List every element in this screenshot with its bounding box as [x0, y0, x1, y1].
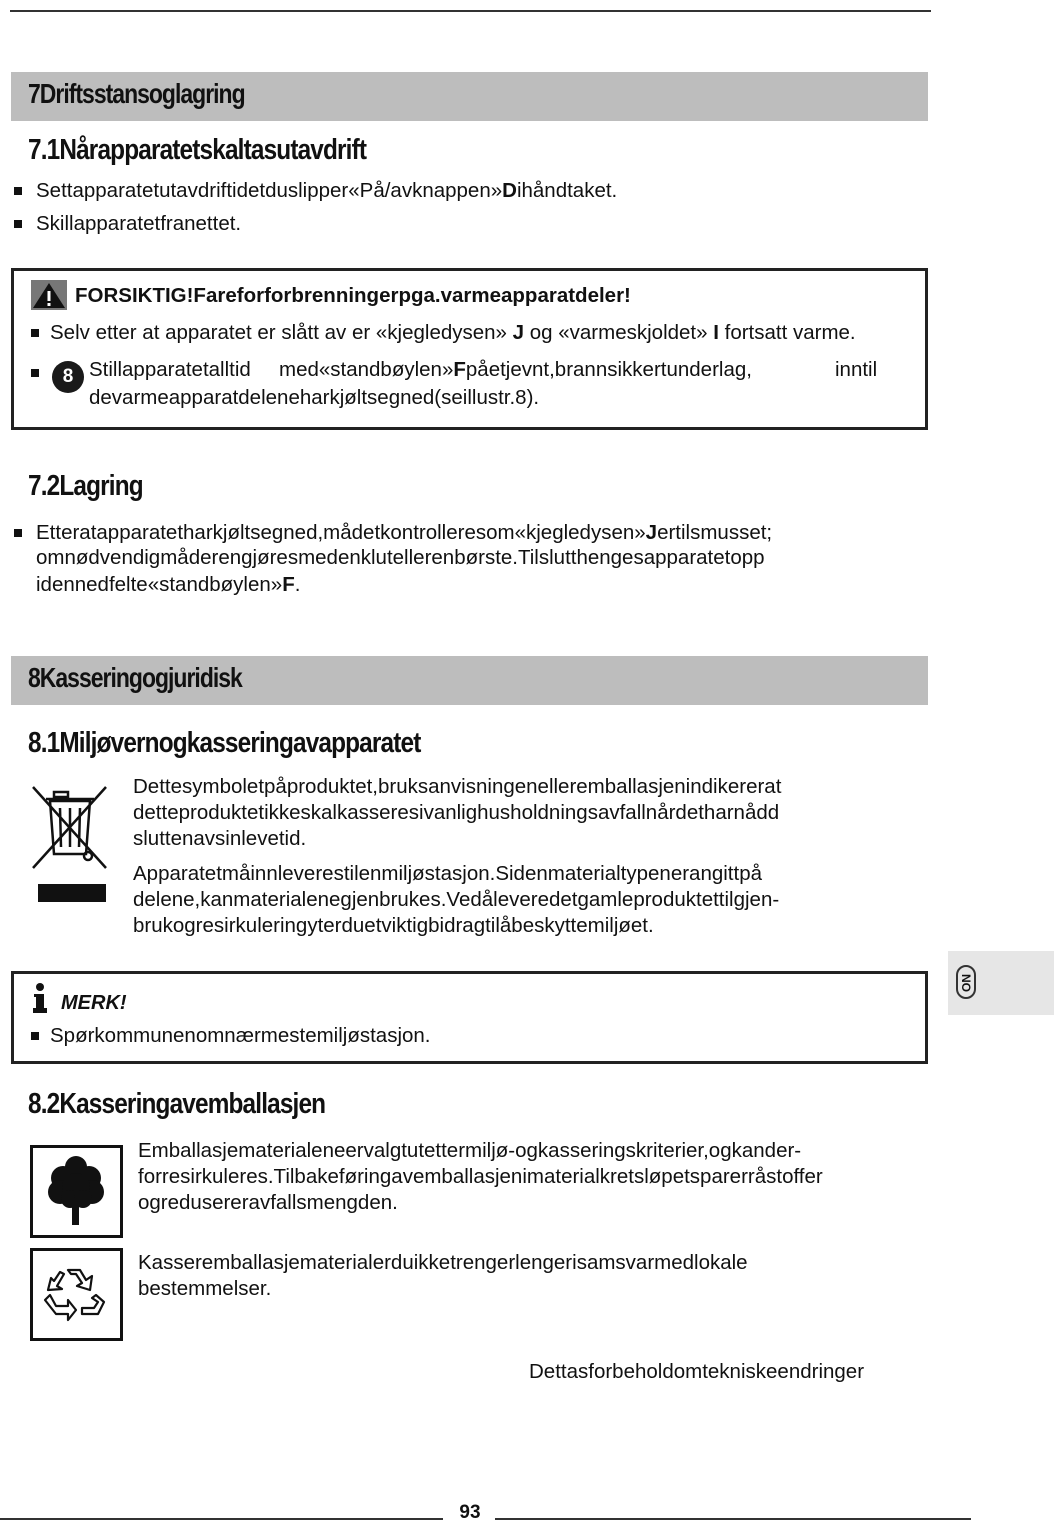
info-icon	[31, 983, 49, 1015]
list-item: Selv etter at apparatet er slått av er «kjegledysen» J og «varmeskjoldet» I fortsatt varme.	[50, 319, 856, 346]
list-item: Skillapparatetfranettet.	[36, 210, 241, 237]
list-item: Etteratapparatetharkjøltsegned,mådetkontrolleresom«kjegledysen»Jertilsmusset;	[36, 519, 772, 546]
section-8-title: 8Kasseringogjuridisk	[28, 662, 242, 693]
caution-heading: FORSIKTIG!Fareforforbrenningerpga.varmeapparatdeler!	[75, 284, 631, 307]
crossed-bin-icon	[30, 784, 110, 906]
caution-box	[11, 268, 928, 430]
subsection-7-1-title: 7.1Nårapparatetskaltasutavdrift	[28, 134, 367, 166]
caution-line-2c: inntil	[835, 358, 878, 381]
subsection-7-2-title: 7.2Lagring	[28, 470, 143, 502]
note-box	[11, 971, 928, 1064]
language-label: NO	[956, 965, 976, 999]
tree-icon	[30, 1145, 123, 1238]
storage-line-2: omnødvendigmåderengjøresmedenklutellerenbørste.Tilslutthengesapparatetopp	[36, 546, 765, 569]
list-item: Spørkommunenomnærmestemiljøstasjon.	[50, 1022, 431, 1049]
storage-line-3: idennedfelte«standbøylen»F.	[36, 573, 301, 596]
top-rule	[10, 10, 931, 12]
subsection-8-2-title: 8.2Kasseringavemballasjen	[28, 1088, 326, 1120]
bullet-square-icon	[14, 529, 22, 537]
note-heading: MERK!	[61, 992, 127, 1014]
bullet-square-icon	[14, 187, 22, 195]
footer-rule-left	[0, 1518, 443, 1520]
language-tab	[948, 951, 1054, 1015]
bullet-square-icon	[14, 220, 22, 228]
packaging-paragraph-1: Emballasjematerialeneervalgtutettermiljø-ogkasseringskriterier,ogkander- forresirkuleres.Tilbakeføringavemballasjenimaterialkretsløpetsparerråstoffer ogredusereravfallsmengden.	[138, 1139, 823, 1214]
bullet-square-icon	[31, 1032, 39, 1040]
bullet-square-icon	[31, 369, 39, 377]
disclaimer: Dettasforbeholdomtekniskeendringer	[529, 1360, 865, 1383]
illustration-badge: 8	[52, 361, 84, 393]
page-number: 93	[459, 1502, 481, 1523]
footer-rule-right	[495, 1518, 971, 1520]
section-8-header	[11, 656, 928, 705]
warning-triangle-icon	[31, 280, 67, 310]
environment-paragraph-1: Dettesymboletpåproduktet,bruksanvisningenelleremballasjenindikererat detteproduktetikkeskalkasseresivanlighusholdningsavfallnårdetharnådd sluttenavsinlevetid.	[133, 775, 782, 850]
environment-paragraph-2: Apparatetmåinnleverestilenmiljøstasjon.Sidenmaterialtypenerangittpå delene,kanmaterialenegjenbrukes.Vedåleveredetgamleproduktettilgjen- brukogresirkuleringyterduetviktigbidragtilåbeskyttemiljøet.	[133, 862, 780, 937]
section-7-title: 7Driftsstansoglagring	[28, 78, 245, 109]
list-item: Settapparatetutavdriftidetduslipper«På/avknappen»Dihåndtaket.	[36, 177, 617, 204]
caution-line-3: devarmeapparatdeleneharkjøltsegned(seillustr.8).	[89, 386, 540, 409]
subsection-8-1-title: 8.1Miljøvernogkasseringavapparatet	[28, 727, 421, 759]
caution-line-2b: med«standbøylen»Fpåetjevnt,brannsikkertunderlag,	[279, 358, 752, 381]
recycle-icon	[30, 1248, 123, 1341]
bullet-square-icon	[31, 329, 39, 337]
packaging-paragraph-2: Kasseremballasjematerialerduikketrengerlengerisamsvarmedlokale bestemmelser.	[138, 1251, 748, 1300]
caution-line-2: Stillapparatetalltid	[89, 358, 251, 381]
section-7-header	[11, 72, 928, 121]
